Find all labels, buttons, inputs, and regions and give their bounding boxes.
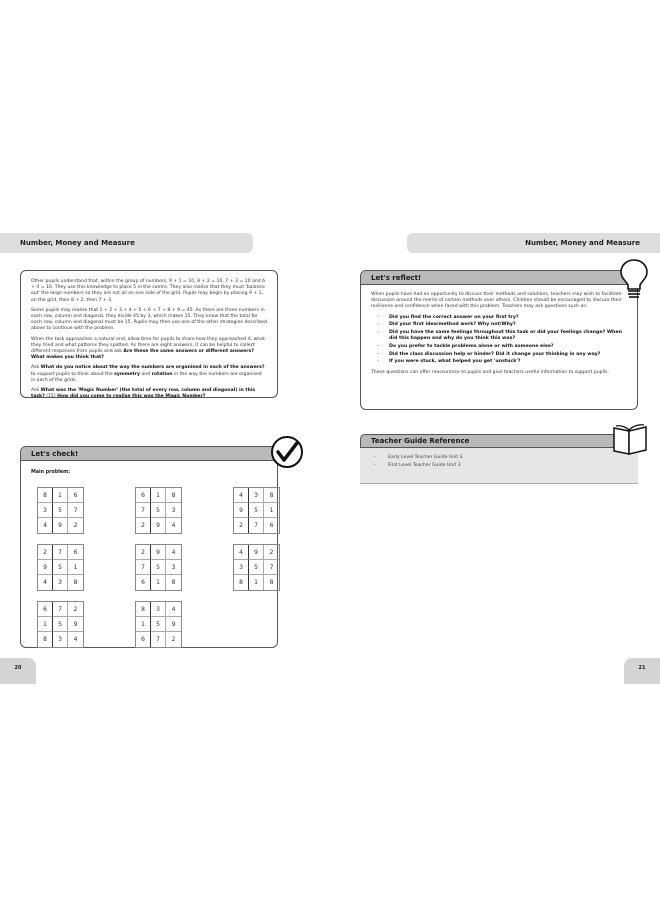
question-item: - If you were stuck, what helped you get 'unstuck'?	[371, 359, 627, 365]
grid-cell: 8	[171, 579, 176, 586]
grid-cell: 6	[136, 575, 151, 590]
magic-square	[37, 544, 84, 591]
magic-square	[233, 487, 280, 534]
grid-cell: 4	[38, 575, 53, 590]
grid-cell: 9	[151, 545, 166, 560]
grid-cell: 9	[249, 545, 264, 560]
running-head-right: Number, Money and Measure	[407, 233, 660, 253]
grid-cell: 7	[136, 560, 151, 575]
grid-cell: 4	[166, 545, 181, 560]
grid-cell: 7	[136, 503, 151, 518]
grid-cell: 6	[136, 632, 151, 647]
grid-cell: 2	[73, 522, 78, 529]
question-item: - Did you find the correct answer on your first try?	[371, 315, 627, 321]
grid-cell: 8	[234, 575, 249, 590]
question-item: - Did you have the same feelings throughout this task or did your feelings change? When did this happen and why do you think this was?	[371, 330, 627, 342]
magic-square	[135, 544, 182, 591]
grid-cell: 8	[269, 579, 274, 586]
grid-cell: 3	[53, 632, 68, 647]
page-number-left: 20	[0, 658, 36, 684]
explanation-box	[20, 270, 278, 398]
grid-cell: 7	[151, 632, 166, 647]
grid-cell: 3	[53, 575, 68, 590]
grid-cell: 1	[53, 488, 68, 503]
grid-cell: 8	[136, 602, 151, 617]
grid-cell: 7	[249, 518, 264, 533]
teacher-guide-item: - First Level Teacher Guide Unit 3	[360, 462, 638, 470]
grid-cell: 4	[234, 488, 249, 503]
grid-cell: 5	[53, 503, 68, 518]
grid-cell: 5	[53, 617, 68, 632]
grid-cell: 4	[171, 522, 176, 529]
grid-cell: 3	[166, 560, 181, 575]
discussion-paragraph: When the task approaches a natural end, allow time for pupils to share how they approached it, what they tried and what patterns they spotted. As there are eight answers, it can be helpful to collect different responses from pupils and ask Are these the same answers or different answers? What makes you think that?	[31, 336, 265, 361]
lets-check-title: Let's check!	[21, 447, 277, 461]
magic-number-paragraph: Ask What was the 'Magic Number' (the total of every row, column and diagonal) in this task? (15) How did you come to realise this was the Magic Number?	[31, 388, 256, 400]
grid-cell: 4	[234, 545, 249, 560]
reflect-outro: These questions can offer reassurance to pupils and give teachers useful information to support pupils.	[371, 369, 609, 375]
grid-cell: 9	[234, 503, 249, 518]
grid-cell: 3	[249, 488, 264, 503]
grid-cell: 7	[53, 602, 68, 617]
reflect-questions	[371, 315, 627, 366]
grid-cell: 5	[249, 503, 264, 518]
grid-cell: 1	[151, 575, 166, 590]
grid-cell: 1	[249, 575, 264, 590]
grid-cell: 8	[166, 488, 181, 503]
grid-cell: 2	[136, 545, 151, 560]
grid-cell: 4	[166, 602, 181, 617]
grid-cell: 7	[68, 503, 83, 518]
grid-cell: 3	[234, 560, 249, 575]
grid-cell: 1	[68, 560, 83, 575]
teacher-guide-title: Teacher Guide Reference	[360, 434, 638, 448]
page-number-right: 21	[624, 658, 660, 684]
grid-cell: 5	[151, 503, 166, 518]
grid-cell: 1	[151, 488, 166, 503]
book-icon	[611, 424, 649, 456]
grid-cell: 6	[68, 545, 83, 560]
grid-cell: 6	[38, 602, 53, 617]
intro-paragraph-2: Some pupils may realise that 1 + 2 + 3 + 4 + 5 + 6 + 7 + 8 + 9 = 45. As there are three numbers in each row, column and diagonal, they divide 45 by 3, which makes 15. They know that the total for each row, column and diagonal must be 15. Pupils may then use one of the other strategies described above to continue with the problem.	[31, 307, 267, 332]
grid-cell: 5	[53, 560, 68, 575]
grid-cell: 4	[73, 636, 78, 643]
grid-cell: 3	[38, 503, 53, 518]
grid-cell: 8	[38, 632, 53, 647]
grid-cell: 3	[166, 503, 181, 518]
reflect-intro: When pupils have had an opportunity to discuss their methods and solutions, teachers may wish to facilitate discussion around the merits of certain methods over others. Children should be encouraged to discuss their resilience and confidence when faced with this problem. Teachers may ask questions such as:	[371, 292, 622, 310]
lightbulb-icon	[618, 258, 650, 300]
grid-cell: 3	[151, 602, 166, 617]
running-head-left: Number, Money and Measure	[0, 233, 253, 253]
teacher-guide-list	[360, 448, 638, 470]
teacher-guide-panel	[360, 434, 638, 484]
teacher-guide-item: - Early Level Teacher Guide Unit 3	[360, 454, 638, 462]
magic-square	[135, 601, 182, 648]
question-item: - Do you prefer to tackle problems alone or with someone else?	[371, 344, 627, 350]
grid-cell: 2	[68, 602, 83, 617]
grid-cell: 2	[264, 545, 279, 560]
magic-square	[37, 487, 84, 534]
grid-cell: 8	[264, 488, 279, 503]
grid-cell: 9	[68, 617, 83, 632]
main-problem-label: Main problem:	[31, 470, 71, 475]
magic-square	[135, 487, 182, 534]
grid-cell: 8	[38, 488, 53, 503]
grid-cell: 8	[73, 579, 78, 586]
grid-cell: 7	[264, 560, 279, 575]
lets-check-panel	[20, 446, 278, 648]
grid-cell: 1	[264, 503, 279, 518]
grid-cell: 6	[68, 488, 83, 503]
grid-cell: 9	[151, 518, 166, 533]
magic-square	[37, 601, 84, 648]
grid-cell: 2	[234, 518, 249, 533]
grid-cell: 9	[53, 518, 68, 533]
symmetry-paragraph: Ask What do you notice about the way the numbers are organised in each of the answers? to support pupils to think about the symmetry and rotation in the way the numbers are organised in each of the grids.	[31, 365, 265, 383]
grid-cell: 1	[136, 617, 151, 632]
grid-cell: 9	[38, 560, 53, 575]
question-item: - Did your first idea/method work? Why not/Why?	[371, 322, 627, 328]
checkmark-icon	[270, 435, 304, 469]
intro-paragraph-1: Other pupils understand that, within the group of numbers, 9 + 1 = 10, 8 + 2 = 10, 7 + 3 = 10 and 6 + 4 = 10. They use this knowledge to place 5 in the centre. They also realise that they must 'balance out' the large numbers so they are not all on one side of the grid. Pupils may begin by placing 9 + 1, on the grid, then 8 + 2, then 7 + 3.	[31, 279, 265, 303]
grid-cell: 5	[151, 560, 166, 575]
grid-cell: 9	[166, 617, 181, 632]
grid-cell: 2	[136, 518, 151, 533]
grid-cell: 5	[249, 560, 264, 575]
lets-reflect-panel	[360, 270, 638, 410]
magic-square-grids	[37, 487, 274, 648]
grid-cell: 5	[151, 617, 166, 632]
question-item: - Did the class discussion help or hinder? Did it change your thinking in any way?	[371, 352, 627, 358]
grid-cell: 6	[136, 488, 151, 503]
grid-cell: 1	[38, 617, 53, 632]
grid-cell: 4	[38, 518, 53, 533]
grid-cell: 7	[53, 545, 68, 560]
grid-cell: 2	[171, 636, 176, 643]
lets-reflect-title: Let's reflect!	[361, 271, 637, 285]
magic-square	[233, 544, 280, 591]
grid-cell: 2	[38, 545, 53, 560]
grid-cell: 6	[269, 522, 274, 529]
